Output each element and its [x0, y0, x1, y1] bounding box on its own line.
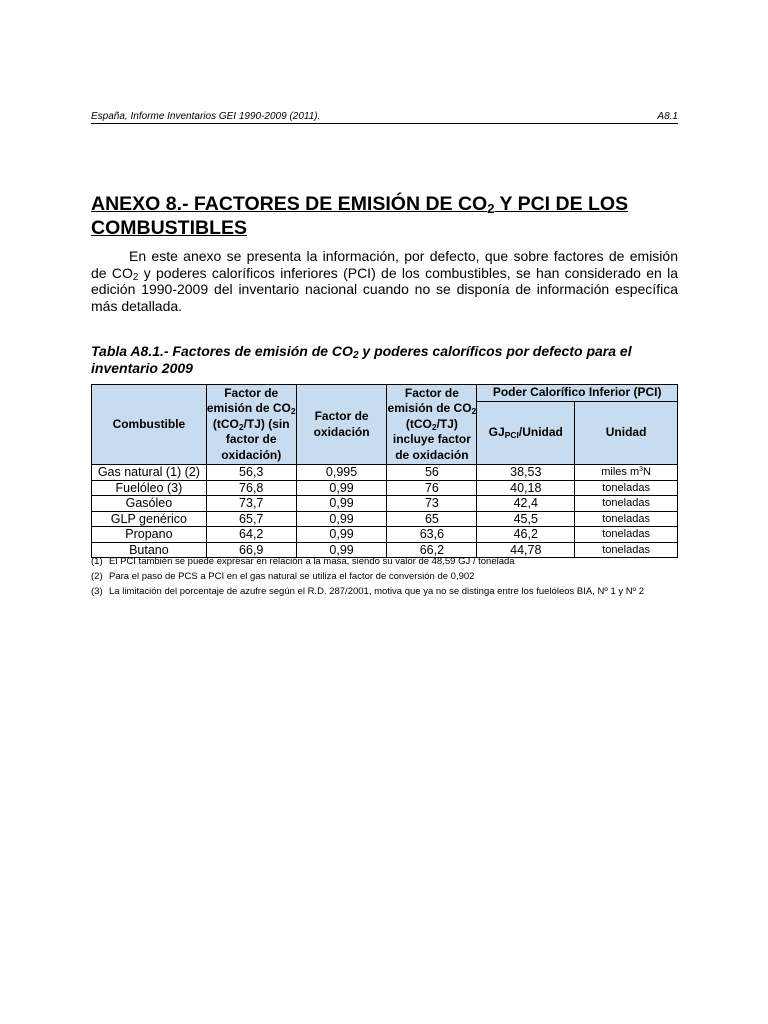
- cell-combustible: GLP genérico: [92, 511, 207, 527]
- cell-gj-per-unit: 42,4: [477, 496, 575, 512]
- cell-emission-factor-with-oxidation: 56: [387, 465, 477, 481]
- col-header-gj-per-unit: $GJ_{PCI}$/Unidad: [477, 402, 575, 465]
- cell-combustible: Gas natural (1) (2): [92, 465, 207, 481]
- cell-oxidation-factor: 0,99: [296, 527, 387, 543]
- intro-paragraph: [91, 248, 678, 314]
- cell-gj-per-unit: 44,78: [477, 542, 575, 558]
- cell-combustible: Gasóleo: [92, 496, 207, 512]
- cell-unit: toneladas: [575, 511, 678, 527]
- annex-title-subscript: 2: [487, 201, 495, 216]
- cell-unit: toneladas: [575, 527, 678, 543]
- cell-oxidation-factor: 0,995: [296, 465, 387, 481]
- table-footnotes: [91, 556, 678, 601]
- cell-combustible: Fuelóleo (3): [92, 480, 207, 496]
- footnote-text: La limitación del porcentaje de azufre según el R.D. 287/2001, motiva que ya no se distinga entre los fuelóleos BIA, Nº 1 y Nº 2: [109, 586, 645, 597]
- annex-title-part1: ANEXO 8.- FACTORES DE EMISIÓN DE CO: [91, 193, 488, 215]
- cell-unit: toneladas: [575, 542, 678, 558]
- cell-oxidation-factor: 0,99: [296, 542, 387, 558]
- intro-part1: En este anexo se presenta la información, por defecto, que sobre factores de emisión de CO: [91, 248, 678, 281]
- cell-oxidation-factor: 0,99: [296, 480, 387, 496]
- intro-subscript: 2: [132, 271, 139, 283]
- annex-title-text: [91, 193, 628, 239]
- table-row: [92, 511, 678, 527]
- cell-combustible: Propano: [92, 527, 207, 543]
- footnote: [91, 556, 678, 568]
- cell-gj-per-unit: 45,5: [477, 511, 575, 527]
- cell-emission-factor-no-oxidation: 73,7: [206, 496, 296, 512]
- footnote-number: (1): [91, 556, 103, 567]
- table-row: [92, 527, 678, 543]
- caption-part1: Tabla A8.1.- Factores de emisión de CO: [91, 343, 353, 359]
- table-body: [92, 465, 678, 558]
- cell-emission-factor-with-oxidation: 73: [387, 496, 477, 512]
- cell-emission-factor-with-oxidation: 76: [387, 480, 477, 496]
- footnote-number: (3): [91, 586, 103, 597]
- table-caption: [91, 343, 678, 377]
- cell-emission-factor-with-oxidation: 63,6: [387, 527, 477, 543]
- intro-part2: y poderes caloríficos inferiores (PCI) de los combustibles, se han considerado en la edición 1990-2009 del inventario nacional cuando no se disponía de información específica más detallada.: [91, 264, 679, 314]
- cell-unit: miles $m^3N$: [575, 465, 678, 481]
- col-header-oxidation-factor: Factor de oxidación: [296, 385, 387, 465]
- footnote-text: Para el paso de PCS a PCI en el gas natural se utiliza el factor de conversión de 0,902: [109, 571, 475, 582]
- annex-title: [91, 192, 678, 240]
- footnote-number: (2): [91, 571, 103, 582]
- cell-emission-factor-no-oxidation: 66,9: [206, 542, 296, 558]
- caption-part2: y poderes caloríficos por defecto para el inventario 2009: [91, 343, 632, 376]
- col-header-emission-factor-no-oxidation: Factor de emisión de $CO_2$ (tCO$_2$/TJ) (sin factor de oxidación): [206, 385, 296, 465]
- cell-gj-per-unit: 46,2: [477, 527, 575, 543]
- emission-factors-table: [91, 384, 678, 558]
- cell-emission-factor-no-oxidation: 56,3: [206, 465, 296, 481]
- running-header: [91, 111, 678, 124]
- annex-title-part2: Y PCI DE LOS COMBUSTIBLES: [91, 193, 629, 239]
- col-header-combustible: Combustible: [92, 385, 207, 465]
- cell-emission-factor-with-oxidation: 65: [387, 511, 477, 527]
- cell-combustible: Butano: [92, 542, 207, 558]
- cell-unit: toneladas: [575, 496, 678, 512]
- cell-gj-per-unit: 38,53: [477, 465, 575, 481]
- col-header-unit: Unidad: [575, 402, 678, 465]
- header-source: España, Informe Inventarios GEI 1990-2009 (2011).: [91, 111, 321, 122]
- col-header-emission-factor-with-oxidation: Factor de emisión de $CO_2$ (tCO$_2$/TJ) incluye factor de oxidación: [387, 385, 477, 465]
- footnote-text: El PCI también se puede expresar en relación a la masa, siendo su valor de 48,59 GJ / tonelada: [109, 556, 515, 567]
- cell-emission-factor-no-oxidation: 65,7: [206, 511, 296, 527]
- table-row: [92, 496, 678, 512]
- caption-subscript: 2: [352, 350, 359, 361]
- cell-emission-factor-no-oxidation: 64,2: [206, 527, 296, 543]
- cell-unit: toneladas: [575, 480, 678, 496]
- header-page-number: A8.1: [657, 111, 678, 122]
- table-row: [92, 480, 678, 496]
- cell-oxidation-factor: 0,99: [296, 496, 387, 512]
- footnote: [91, 571, 678, 583]
- col-header-pci-group: Poder Calorífico Inferior (PCI): [477, 385, 678, 402]
- cell-oxidation-factor: 0,99: [296, 511, 387, 527]
- cell-emission-factor-with-oxidation: 66,2: [387, 542, 477, 558]
- cell-gj-per-unit: 40,18: [477, 480, 575, 496]
- table-row: [92, 465, 678, 481]
- cell-emission-factor-no-oxidation: 76,8: [206, 480, 296, 496]
- footnote: [91, 586, 678, 598]
